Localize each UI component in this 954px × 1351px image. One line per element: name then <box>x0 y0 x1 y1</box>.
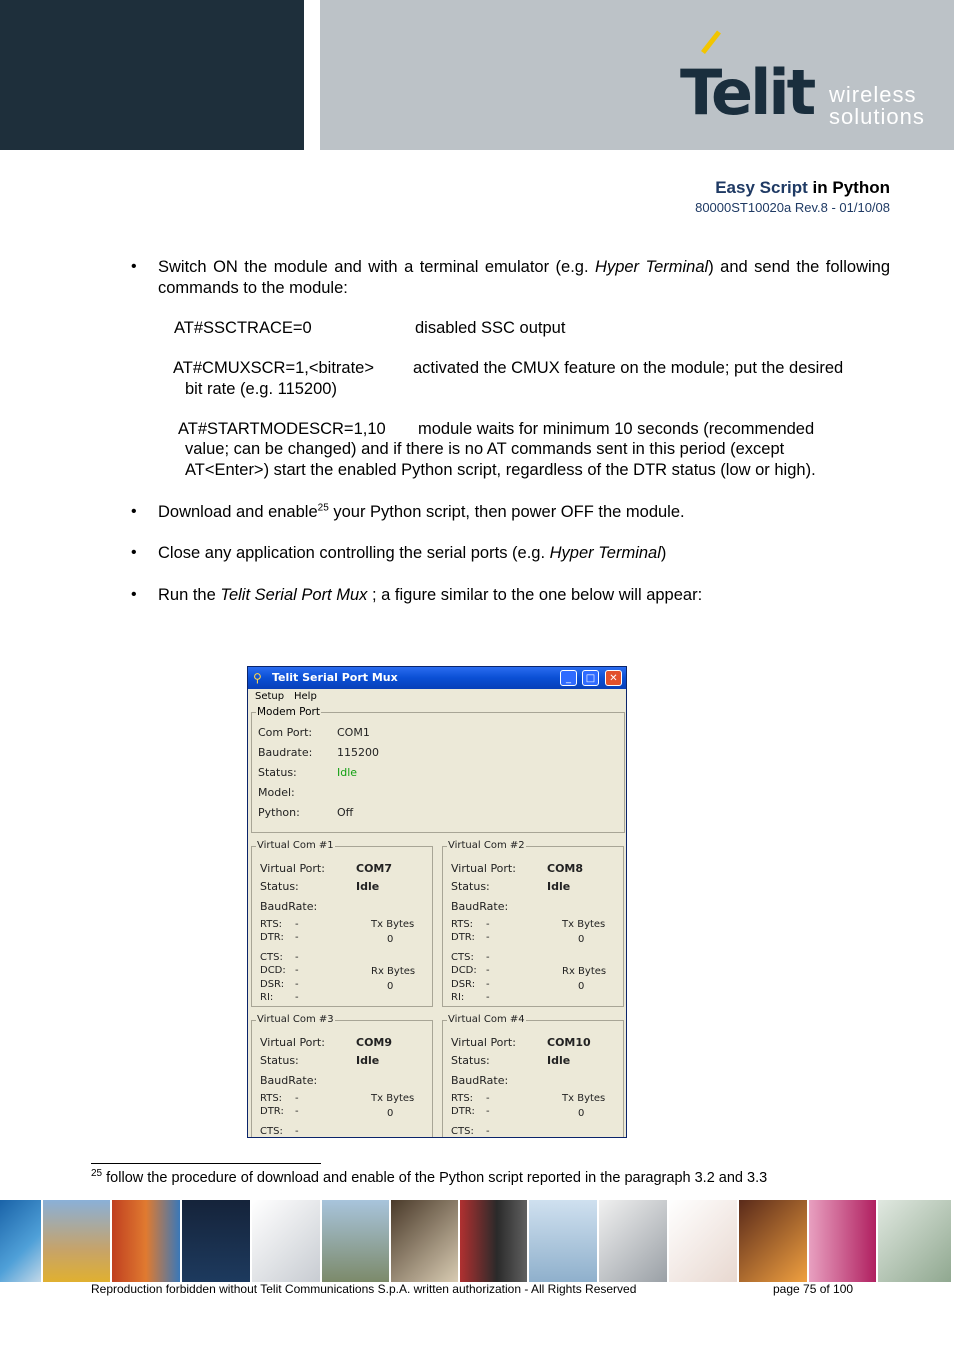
group-label: Virtual Com #4 <box>448 1014 525 1025</box>
rts-label: RTS: <box>260 919 283 930</box>
command-cmuxscr-desc-cont: bit rate (e.g. 115200) <box>185 380 337 398</box>
python-value: Off <box>337 806 354 819</box>
rts-value: - <box>486 919 490 930</box>
dsr-value: - <box>295 979 299 990</box>
command-startmodescr: AT#STARTMODESCR=1,10 <box>178 420 386 438</box>
baudrate-value: 115200 <box>337 746 379 759</box>
paragraph-run: Run the Telit Serial Port Mux ; a figure similar to the one below will appear: <box>158 586 703 604</box>
ri-label: RI: <box>260 992 274 1003</box>
rx-bytes-label: Rx Bytes <box>371 966 416 977</box>
bullet: • <box>131 586 137 603</box>
title-bar[interactable] <box>248 667 626 689</box>
photo-tile <box>809 1200 876 1282</box>
dsr-value: - <box>486 979 490 990</box>
dcd-value: - <box>295 965 299 976</box>
virtual-port-value: COM10 <box>547 1036 591 1049</box>
command-startmodescr-desc-cont: AT<Enter>) start the enabled Python script, regardless of the DTR status (low or high). <box>185 461 816 479</box>
dcd-value: - <box>486 965 490 976</box>
photo-tile <box>252 1200 320 1282</box>
footer-page-number: page 75 of 100 <box>773 1282 854 1296</box>
tx-bytes-value: 0 <box>387 934 394 945</box>
dtr-label: DTR: <box>451 932 475 943</box>
virtual-port-label: Virtual Port: <box>451 862 516 875</box>
command-startmodescr-desc: module waits for minimum 10 seconds (recommended <box>418 420 815 438</box>
logo-tagline-wireless: wireless <box>829 82 917 107</box>
paragraph-switch-on: Switch ON the module and with a terminal emulator (e.g. Hyper Terminal) and send the following commands to the module: <box>158 258 891 297</box>
photo-tile <box>878 1200 951 1282</box>
photo-tile <box>529 1200 597 1282</box>
photo-tile <box>182 1200 250 1282</box>
tx-bytes-value: 0 <box>387 1108 394 1119</box>
cts-label: CTS: <box>451 1126 474 1137</box>
group-label: Modem Port <box>257 706 320 718</box>
tx-bytes-value: 0 <box>578 1108 585 1119</box>
cts-value: - <box>486 952 490 963</box>
status-value: Idle <box>547 1054 571 1067</box>
tx-bytes-label: Tx Bytes <box>562 1093 606 1104</box>
tx-bytes-value: 0 <box>578 934 585 945</box>
baudrate-label: Baudrate: <box>258 746 313 759</box>
photo-strip <box>0 1200 954 1282</box>
document-reference: 80000ST10020a Rev.8 - 01/10/08 <box>695 200 890 215</box>
paragraph-download: Download and enable$^{25}$ your Python script, then power OFF the module. <box>158 502 685 521</box>
command-cmuxscr-desc: activated the CMUX feature on the module; put the desired <box>413 359 844 377</box>
photo-tile <box>0 1200 41 1282</box>
virtual-port-label: Virtual Port: <box>451 1036 516 1049</box>
footnote: $^{25}$ follow the procedure of download and enable of the Python script reported in the paragraph 3.2 and 3.3 <box>91 1168 768 1186</box>
photo-tile <box>669 1200 737 1282</box>
photo-tile <box>391 1200 458 1282</box>
dtr-value: - <box>486 932 490 943</box>
python-label: Python: <box>258 806 300 819</box>
photo-tile <box>112 1200 180 1282</box>
ri-value: - <box>295 992 299 1003</box>
command-ssctrace-desc: disabled SSC output <box>415 319 566 337</box>
virtual-port-value: COM9 <box>356 1036 393 1049</box>
dtr-label: DTR: <box>260 932 284 943</box>
status-label: Status: <box>260 1054 299 1067</box>
dtr-label: DTR: <box>260 1106 284 1117</box>
menu-setup[interactable]: Setup <box>255 691 285 702</box>
virtual-port-value: COM7 <box>356 862 393 875</box>
photo-tile <box>599 1200 667 1282</box>
baudrate-label: BaudRate: <box>451 1074 509 1087</box>
dsr-label: DSR: <box>260 979 285 990</box>
tx-bytes-label: Tx Bytes <box>371 919 415 930</box>
photo-tile <box>43 1200 110 1282</box>
bullet: • <box>131 544 137 561</box>
rts-value: - <box>295 1093 299 1104</box>
header-dark-block <box>0 0 304 150</box>
baudrate-label: BaudRate: <box>260 1074 318 1087</box>
maximize-button[interactable]: □ <box>582 670 599 686</box>
menu-help[interactable]: Help <box>294 691 317 702</box>
telit-logo: Telit <box>680 56 814 129</box>
logo-tagline-solutions: solutions <box>829 104 925 129</box>
virtual-port-label: Virtual Port: <box>260 1036 325 1049</box>
cts-label: CTS: <box>451 952 474 963</box>
magnifier-icon: ⚲ <box>253 671 262 685</box>
command-startmodescr-desc-cont: value; can be changed) and if there is no AT commands sent in this period (except <box>185 440 785 458</box>
tx-bytes-label: Tx Bytes <box>371 1093 415 1104</box>
bullet: • <box>131 258 137 275</box>
status-label: Status: <box>451 880 490 893</box>
command-ssctrace: AT#SSCTRACE=0 <box>174 319 312 337</box>
tx-bytes-label: Tx Bytes <box>562 919 606 930</box>
rx-bytes-value: 0 <box>387 981 394 992</box>
ri-value: - <box>486 992 490 1003</box>
menu-bar <box>248 689 626 705</box>
status-label: Status: <box>258 766 297 779</box>
group-label: Virtual Com #2 <box>448 840 525 851</box>
close-button[interactable]: ✕ <box>605 670 622 686</box>
paragraph-close: Close any application controlling the serial ports (e.g. Hyper Terminal) <box>158 544 667 562</box>
dcd-label: DCD: <box>451 965 477 976</box>
footnote-rule <box>91 1163 321 1164</box>
com-port-label: Com Port: <box>258 726 313 739</box>
status-value: Idle <box>356 880 380 893</box>
photo-tile <box>460 1200 527 1282</box>
cts-label: CTS: <box>260 952 283 963</box>
com-port-value: COM1 <box>337 726 370 739</box>
dtr-value: - <box>295 932 299 943</box>
status-label: Status: <box>260 880 299 893</box>
status-value: Idle <box>547 880 571 893</box>
window-title: Telit Serial Port Mux <box>272 671 398 684</box>
cts-value: - <box>295 1126 299 1137</box>
minimize-button[interactable]: _ <box>560 670 577 686</box>
dtr-value: - <box>295 1106 299 1117</box>
dsr-label: DSR: <box>451 979 476 990</box>
cts-label: CTS: <box>260 1126 283 1137</box>
baudrate-label: BaudRate: <box>451 900 509 913</box>
rts-value: - <box>486 1093 490 1104</box>
rts-label: RTS: <box>451 919 474 930</box>
ri-label: RI: <box>451 992 465 1003</box>
bullet: • <box>131 503 137 520</box>
rts-label: RTS: <box>260 1093 283 1104</box>
baudrate-label: BaudRate: <box>260 900 318 913</box>
dtr-label: DTR: <box>451 1106 475 1117</box>
rts-value: - <box>295 919 299 930</box>
cts-value: - <box>295 952 299 963</box>
virtual-port-value: COM8 <box>547 862 584 875</box>
photo-tile <box>322 1200 389 1282</box>
rx-bytes-label: Rx Bytes <box>562 966 607 977</box>
document-title: Easy Script in Python <box>715 178 890 197</box>
group-label: Virtual Com #3 <box>257 1014 334 1025</box>
status-value: Idle <box>337 766 358 779</box>
serial-port-mux-window <box>247 666 627 1138</box>
status-value: Idle <box>356 1054 380 1067</box>
model-label: Model: <box>258 786 295 799</box>
footer-rights: Reproduction forbidden without Telit Communications S.p.A. written authorization - All Rights Reserved <box>91 1282 637 1296</box>
rx-bytes-value: 0 <box>578 981 585 992</box>
dtr-value: - <box>486 1106 490 1117</box>
status-label: Status: <box>451 1054 490 1067</box>
rts-label: RTS: <box>451 1093 474 1104</box>
cts-value: - <box>486 1126 490 1137</box>
command-cmuxscr: AT#CMUXSCR=1,<bitrate> <box>173 359 374 377</box>
virtual-port-label: Virtual Port: <box>260 862 325 875</box>
photo-tile <box>739 1200 807 1282</box>
dcd-label: DCD: <box>260 965 286 976</box>
group-label: Virtual Com #1 <box>257 840 334 851</box>
